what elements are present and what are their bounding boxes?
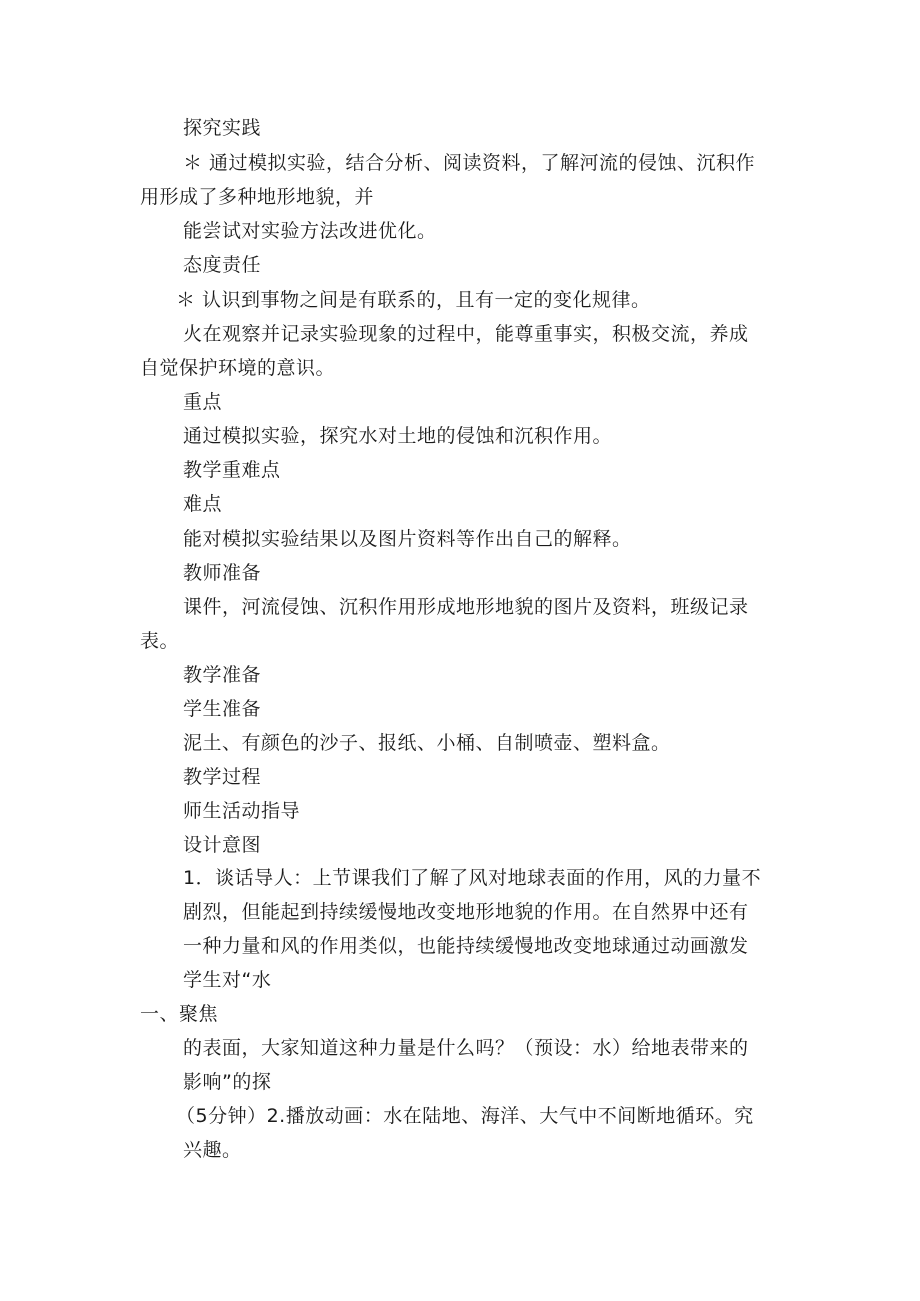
heading-difficult-point: 难点 — [183, 493, 223, 515]
paragraph-line: 自觉保护环境的意识。 — [140, 357, 336, 379]
paragraph-line: 1．谈话导人：上节课我们了解了风对地球表面的作用，风的力量不 — [183, 867, 762, 889]
paragraph-line: 泥土、有颜色的沙子、报纸、小桶、自制喷壶、塑料盒。 — [183, 732, 671, 754]
paragraph-line: 剧烈，但能起到持续缓慢地改变地形地貌的作用。在自然界中还有 — [183, 901, 749, 923]
paragraph-line: 通过模拟实验，探究水对土地的侵蚀和沉积作用。 — [183, 425, 613, 447]
heading-activity-guide: 师生活动指导 — [183, 800, 301, 822]
paragraph-line: 火在观察并记录实验现象的过程中，能尊重事实，积极交流，养成 — [183, 323, 749, 345]
paragraph-line: 影响”的探 — [183, 1071, 272, 1093]
paragraph-line: 用形成了多种地形地貌，并 — [140, 186, 375, 208]
heading-inquiry-practice: 探究实践 — [183, 117, 262, 139]
heading-attitude-responsibility: 态度责任 — [183, 254, 262, 276]
heading-teacher-preparation: 教师准备 — [183, 562, 262, 584]
heading-teaching-key-difficult: 教学重难点 — [183, 459, 281, 481]
paragraph-line: 能尝试对实验方法改进优化。 — [183, 220, 437, 242]
paragraph-line: 一种力量和风的作用类似，也能持续缓慢地改变地球通过动画激发 — [183, 935, 749, 957]
heading-design-intent: 设计意图 — [183, 834, 262, 856]
paragraph-line: （5分钟）2.播放动画：水在陆地、海洋、大气中不间断地循环。究 — [176, 1105, 754, 1127]
heading-student-preparation: 学生准备 — [183, 698, 262, 720]
heading-key-point: 重点 — [183, 391, 223, 413]
paragraph-line: ＊ 认识到事物之间是有联系的，且有一定的变化规律。 — [176, 289, 651, 311]
heading-teaching-preparation: 教学准备 — [183, 664, 262, 686]
paragraph-line: 兴趣。 — [183, 1139, 242, 1161]
paragraph-line: 的表面，大家知道这种力量是什么吗？（预设：水）给地表带来的 — [183, 1037, 749, 1059]
paragraph-line: 课件，河流侵蚀、沉积作用形成地形地貌的图片及资料，班级记录 — [183, 596, 749, 618]
heading-teaching-process: 教学过程 — [183, 766, 262, 788]
paragraph-line: ＊ 通过模拟实验，结合分析、阅读资料，了解河流的侵蚀、沉积作 — [183, 152, 756, 174]
heading-focus: 一、聚焦 — [140, 1003, 219, 1025]
paragraph-line: 表。 — [140, 630, 180, 652]
paragraph-line: 学生对“水 — [183, 969, 272, 991]
paragraph-line: 能对模拟实验结果以及图片资料等作出自己的解释。 — [183, 528, 632, 550]
